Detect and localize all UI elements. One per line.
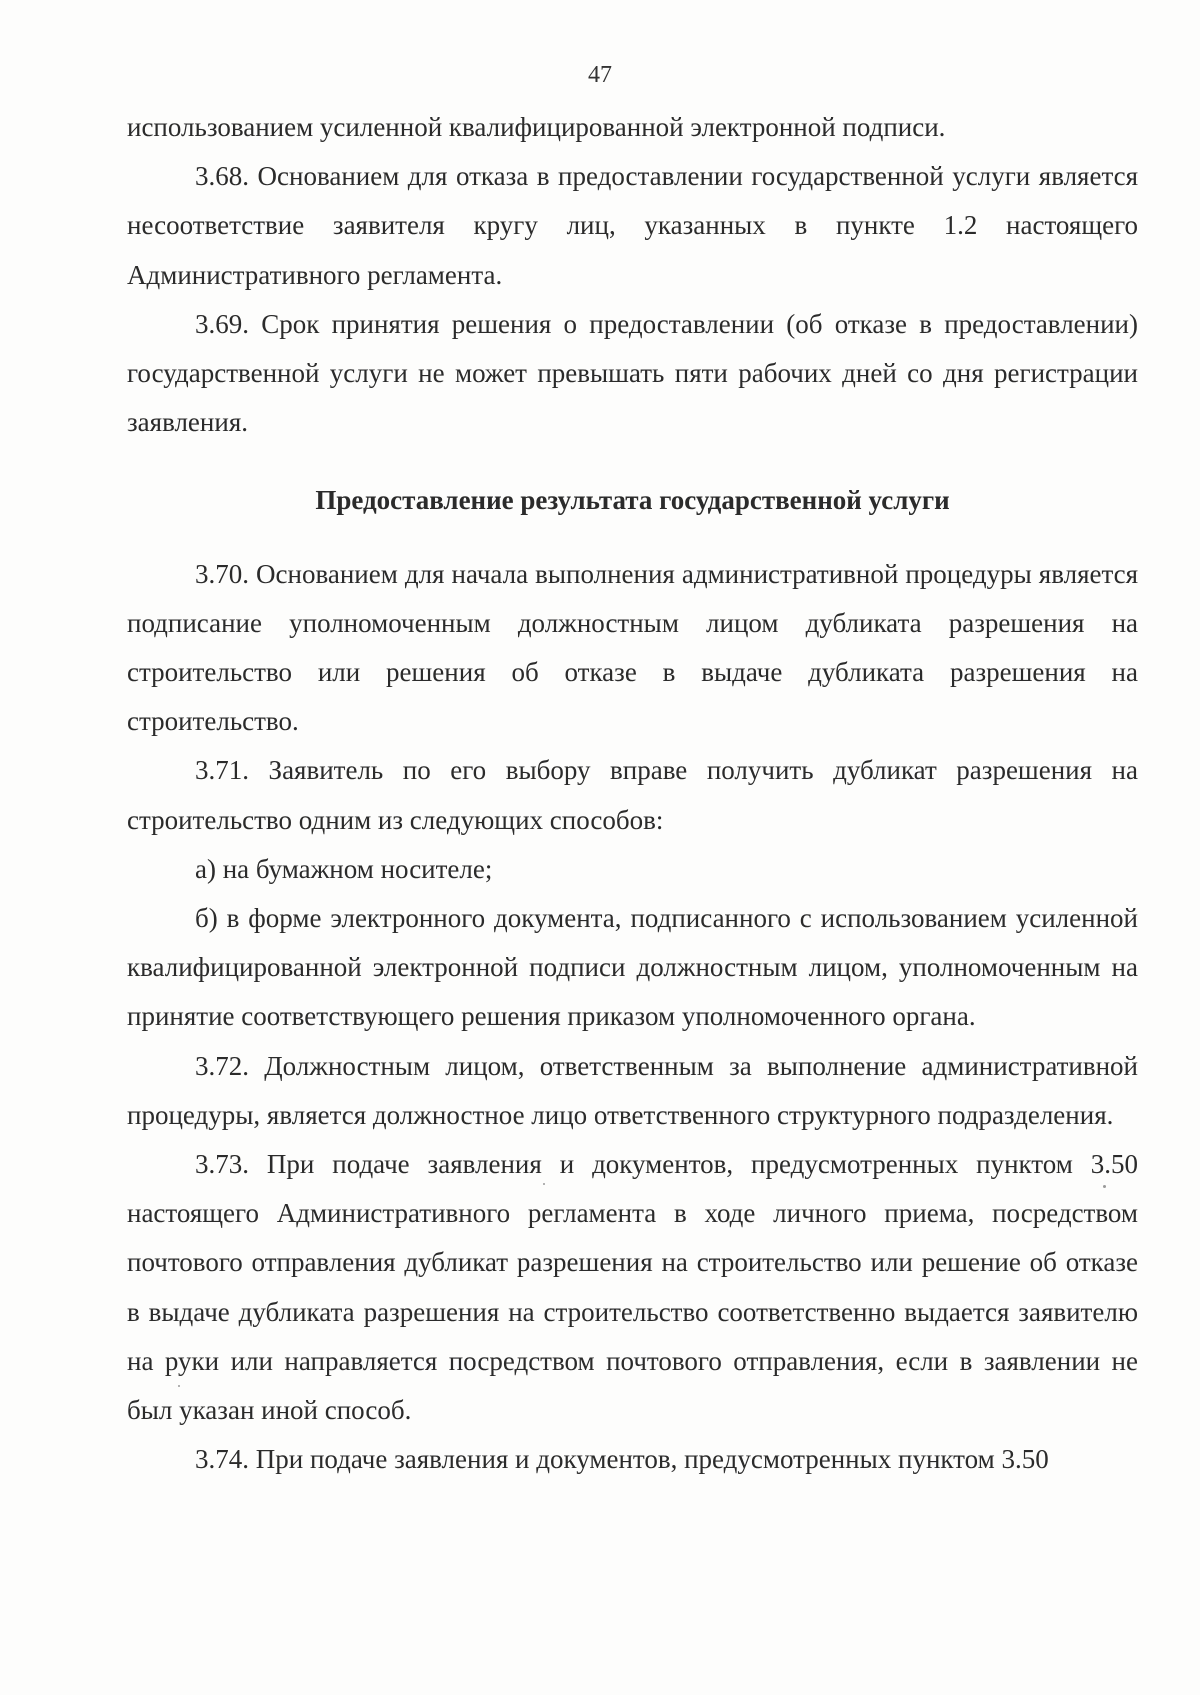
paragraph-3-72: 3.72. Должностным лицом, ответственным за выполнение административной процедуры, является должностное лицо ответственного структурного подразделения. [127,1050,1138,1130]
paragraph-3-69: 3.69. Срок принятия решения о предоставлении (об отказе в предоставлении) государственной услуги не может превышать пяти рабочих дней со дня регистрации заявления. [127,308,1138,438]
scan-speck [178,1385,180,1387]
scan-speck [1103,1185,1106,1188]
paragraph-continuation: использованием усиленной квалифицированной электронной подписи. [127,112,946,142]
paragraph-3-73: 3.73. При подаче заявления и документов, предусмотренных пунктом 3.50 настоящего Административного регламента в ходе личного приема, посредством почтового отправления дубликат разрешения на строительство или решение об отказе в выдаче дубликата разрешения на строительство соответственно выдается заявителю на руки или направляется посредством почтового отправления, если в заявлении не был указан иной способ. [127,1149,1138,1426]
list-item-a: а) на бумажном носителе; [195,853,493,884]
paragraph-3-68: 3.68. Основанием для отказа в предоставлении государственной услуги является несоответствие заявителя кругу лиц, указанных в пункте 1.2 настоящего Административного регламента. [127,161,1138,290]
section-heading: Предоставление результата государственной услуги [315,485,950,516]
document-body [127,103,1138,1484]
page-number: 47 [588,62,612,88]
scan-speck [543,1183,545,1185]
paragraph-3-71: 3.71. Заявитель по его выбору вправе получить дубликат разрешения на строительство одним из следующих способов: [127,755,1138,835]
paragraph-3-70: 3.70. Основанием для начала выполнения административной процедуры является подписание уполномоченным должностным лицом дубликата разрешения на строительство или решения об отказе в выдаче дубликата разрешения на строительство. [127,558,1138,737]
paragraph-3-74: 3.74. При подаче заявления и документов, предусмотренных пунктом 3.50 [195,1444,1049,1475]
list-item-b: б) в форме электронного документа, подписанного с использованием усиленной квалифицированной электронной подписи должностным лицом, уполномоченным на принятие соответствующего решения приказом уполномоченного органа. [127,903,1138,1032]
